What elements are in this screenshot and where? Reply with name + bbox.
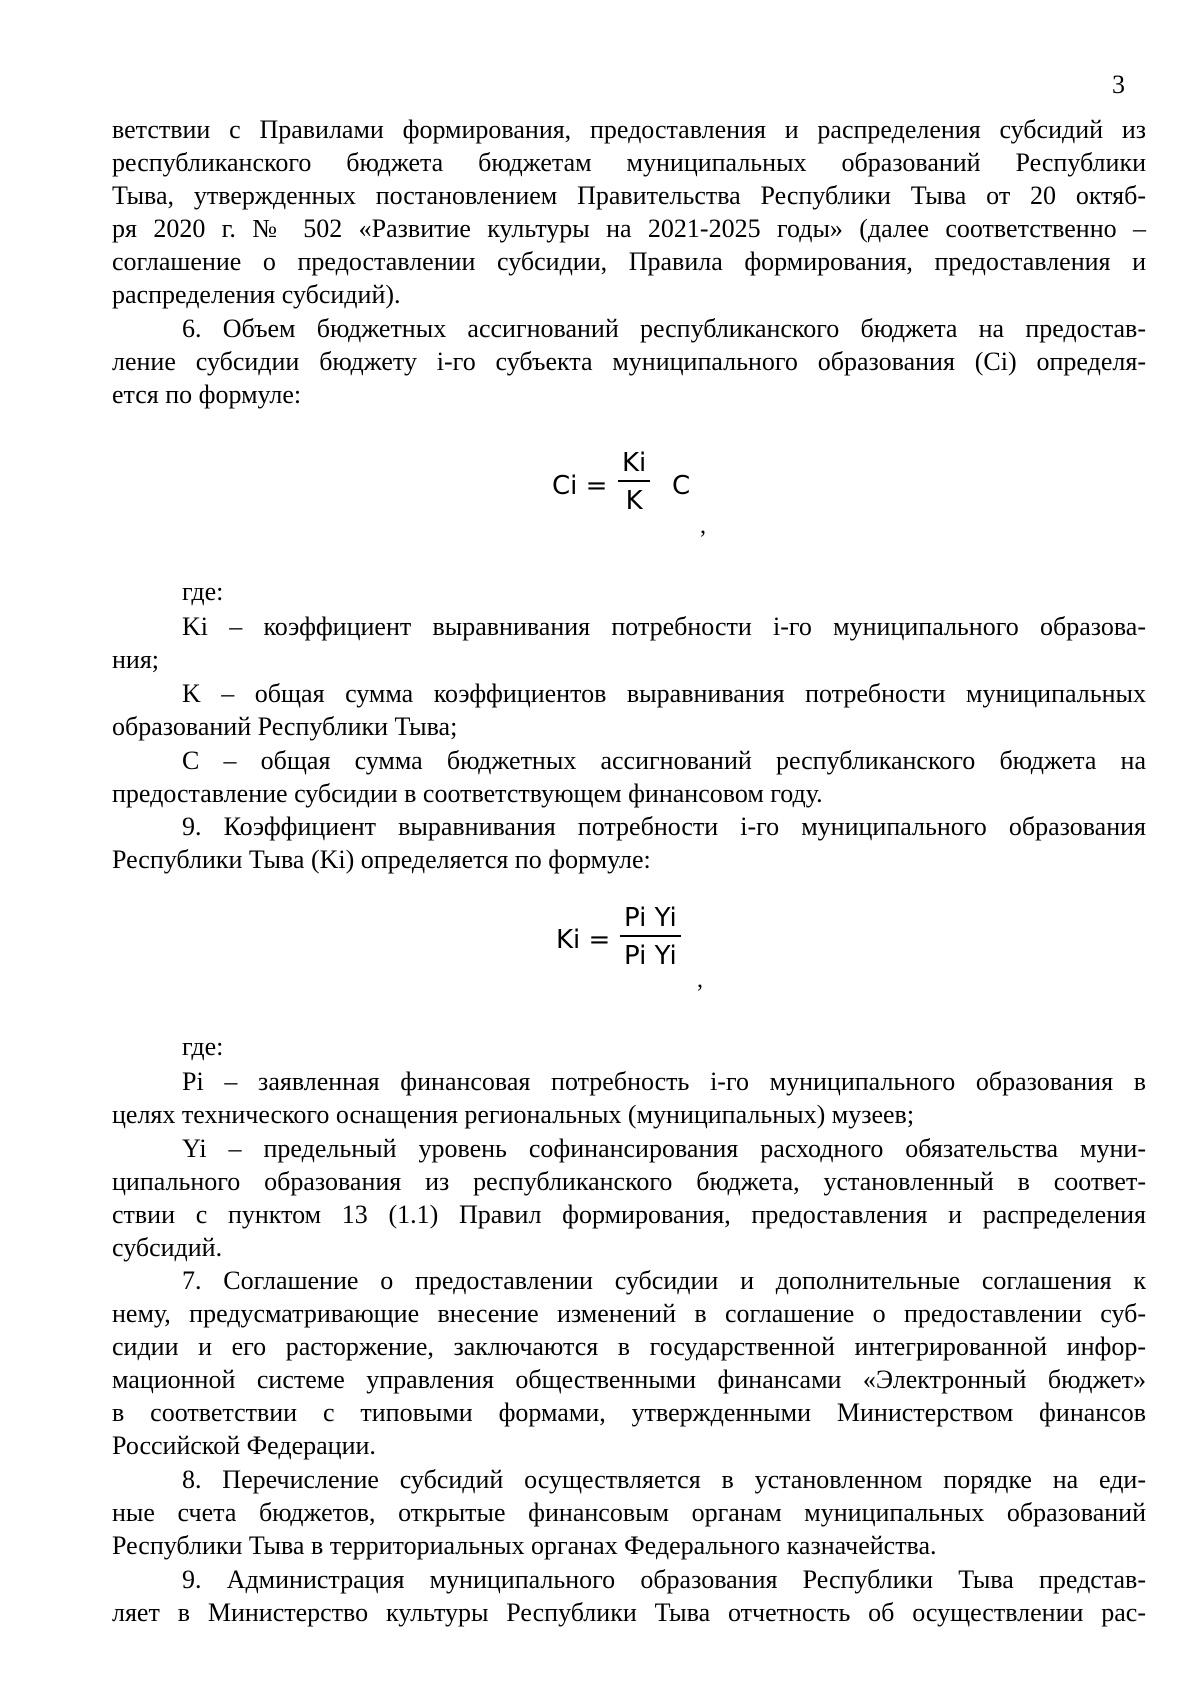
fraction-bar: [620, 935, 681, 937]
text-line: республиканского бюджета бюджетам муниципальных образований Республики: [112, 148, 1146, 177]
text-line: образований Республики Тыва;: [112, 712, 458, 741]
formula-fraction: [620, 903, 681, 971]
text-line: Республики Тыва в территориальных органах Федерального казначейства.: [112, 1531, 937, 1560]
text-line: Республики Тыва (Ki) определяется по формуле:: [112, 845, 651, 874]
text-line: мационной системе управления общественными финансами «Электронный бюджет»: [112, 1365, 1146, 1394]
text-line: C – общая сумма бюджетных ассигнований республиканского бюджета на: [182, 746, 1146, 775]
fraction-denominator: Pi Yi: [624, 941, 677, 971]
text-line: ные счета бюджетов, открытые финансовым органам муниципальных образований: [112, 1498, 1146, 1527]
text-line: 8. Перечисление субсидий осуществляется в установленном порядке на еди-: [182, 1465, 1146, 1494]
formula-comma: ,: [697, 967, 703, 993]
formula-lhs: Ki =: [556, 925, 611, 955]
fraction-numerator: Ki: [622, 448, 647, 478]
text-line: Российской Федерации.: [112, 1431, 376, 1460]
text-line: ление субсидии бюджету i-го субъекта муниципального образования (Ci) определя-: [112, 347, 1146, 376]
text-line: соглашение о предоставлении субсидии, Правила формирования, предоставления и: [112, 247, 1146, 276]
text-line: нему, предусматривающие внесение изменений в соглашение о предоставлении суб-: [112, 1299, 1146, 1328]
text-line: ветствии с Правилами формирования, предоставления и распределения субсидий из: [112, 115, 1146, 144]
text-line: Yi – предельный уровень софинансирования расходного обязательства муни-: [182, 1134, 1146, 1163]
text-line: Ki – коэффициент выравнивания потребности i-го муниципального образова-: [182, 612, 1146, 641]
text-line: 6. Объем бюджетных ассигнований республиканского бюджета на предостав-: [182, 314, 1146, 343]
text-line: ря 2020 г. № 502 «Развитие культуры на 2021-2025 годы» (далее соответственно –: [112, 214, 1146, 243]
text-line: субсидий.: [112, 1233, 223, 1262]
text-line: целях технического оснащения региональных (муниципальных) музеев;: [112, 1100, 915, 1129]
formula-factor: C: [672, 471, 691, 501]
text-line: ципального образования из республиканского бюджета, установленный в соответ-: [112, 1167, 1146, 1196]
fraction-denominator: K: [625, 486, 643, 516]
text-line: сидии и его расторжение, заключаются в государственной интегрированной инфор-: [112, 1332, 1146, 1361]
text-line: 7. Соглашение о предоставлении субсидии и дополнительные соглашения к: [182, 1266, 1146, 1295]
page-number: 3: [1112, 70, 1125, 99]
text-line: предоставление субсидии в соответствующем финансовом году.: [112, 779, 823, 808]
text-line: ния;: [112, 645, 160, 674]
fraction-numerator: Pi Yi: [624, 903, 677, 933]
text-line: распределения субсидий).: [112, 280, 401, 309]
text-line: Тыва, утвержденных постановлением Правительства Республики Тыва от 20 октяб-: [112, 181, 1146, 210]
text-line: ется по формуле:: [112, 380, 302, 409]
text-line: ствии с пунктом 13 (1.1) Правил формирования, предоставления и распределения: [112, 1200, 1146, 1229]
formula-fraction: [618, 448, 650, 516]
text-line: в соответствии с типовыми формами, утвержденными Министерством финансов: [112, 1398, 1146, 1427]
text-line: Pi – заявленная финансовая потребность i-го муниципального образования в: [182, 1067, 1146, 1096]
text-line: где:: [182, 577, 224, 606]
text-line: K – общая сумма коэффициентов выравнивания потребности муниципальных: [182, 679, 1146, 708]
text-line: ляет в Министерство культуры Республики Тыва отчетность об осуществлении рас-: [112, 1598, 1146, 1627]
text-line: 9. Администрация муниципального образования Республики Тыва представ-: [182, 1565, 1146, 1594]
fraction-bar: [618, 480, 650, 482]
text-line: 9. Коэффициент выравнивания потребности i-го муниципального образования: [182, 812, 1146, 841]
text-line: где:: [182, 1032, 224, 1061]
formula-lhs: Ci =: [552, 471, 608, 501]
formula-comma: ,: [700, 513, 706, 539]
